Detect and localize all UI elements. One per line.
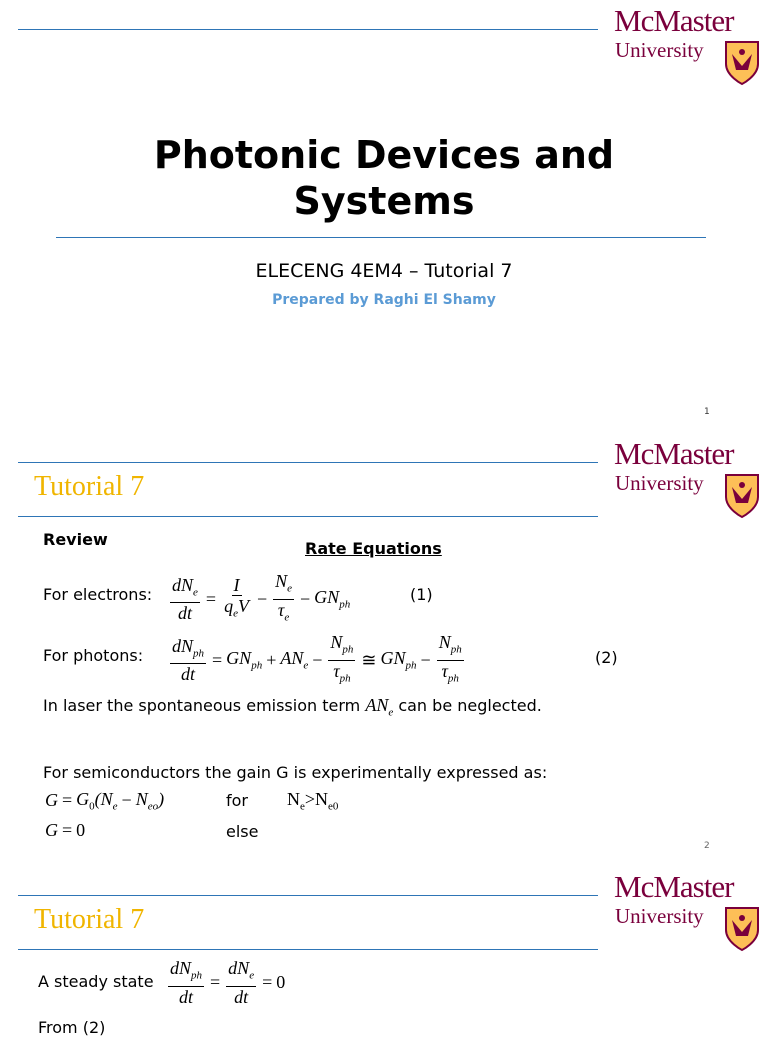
mcmaster-logo [614,870,764,954]
crest-shield-icon [724,473,760,519]
photon-rate-equation: $\frac{dN_{ph}}{dt}$ = $GN_{ph}$ + $AN_e$ − $\frac{N_{ph}}{\tau_{ph}}$ ≅ $GN_{ph}$ − $\frac{N_{ph}}{\tau_{ph}}$ [172,632,462,685]
logo-wordmark-line1: McMaster [614,436,734,471]
logo-wordmark-line2: University [615,471,704,495]
header-rule [18,29,598,30]
neglect-text-prefix: In laser the spontaneous emission term [43,696,361,715]
title-rule [18,949,598,950]
page-number: 1 [704,407,710,417]
header-rule [18,895,598,896]
neglect-statement [43,695,542,719]
steady-state-equation: $\frac{dN_{ph}}{dt}$ = $\frac{dN_e}{dt}$ = 0 [170,958,286,1007]
slide-2 [0,433,768,865]
electrons-label: For electrons: [43,585,153,604]
equation-2-tag: (2) [595,648,618,667]
partial-text: From (2) [38,1018,106,1037]
neglect-text-suffix: can be neglected. [398,696,542,715]
page-number: 2 [704,841,710,851]
slide-title: Tutorial 7 [34,471,145,502]
gain-zero-equation: G = 0 [45,820,86,840]
logo-wordmark-line2: University [615,904,704,928]
review-label: Review [43,530,108,549]
mcmaster-logo [614,437,764,521]
photons-label: For photons: [43,646,144,665]
for-label: for [226,791,248,810]
slide-1 [0,0,768,432]
logo-wordmark-line1: McMaster [614,869,734,904]
presentation-title: Photonic Devices and Systems [153,133,615,223]
gain-equation: G = $G_0(N_e$ − $N_{eo}$) [45,789,165,813]
gain-condition: $N_e>N_{e0}$ [287,789,339,813]
logo-wordmark-line1: McMaster [614,3,734,38]
title-rule [56,237,706,238]
else-label: else [226,822,259,841]
slide-3 [0,866,768,1037]
steady-state-label: A steady state [38,972,154,991]
slide-title: Tutorial 7 [34,904,145,935]
course-subtitle: ELECENG 4EM4 – Tutorial 7 [255,260,513,282]
electron-rate-equation: $\frac{dN_e}{dt}$ = $\frac{I}{q_eV}$ − $\frac{N_e}{\tau_e}$ − $GN_{ph}$ [172,571,351,624]
author-credit: Prepared by Raghi El Shamy [272,292,496,308]
equation-1-tag: (1) [410,585,433,604]
header-rule [18,462,598,463]
logo-wordmark-line2: University [615,38,704,62]
title-rule [18,516,598,517]
gain-intro: For semiconductors the gain G is experimentally expressed as: [43,763,548,782]
mcmaster-logo [614,4,764,88]
section-heading: Rate Equations [305,539,442,558]
crest-shield-icon [724,906,760,952]
crest-shield-icon [724,40,760,86]
spontaneous-term: $AN_e$ [365,695,394,719]
